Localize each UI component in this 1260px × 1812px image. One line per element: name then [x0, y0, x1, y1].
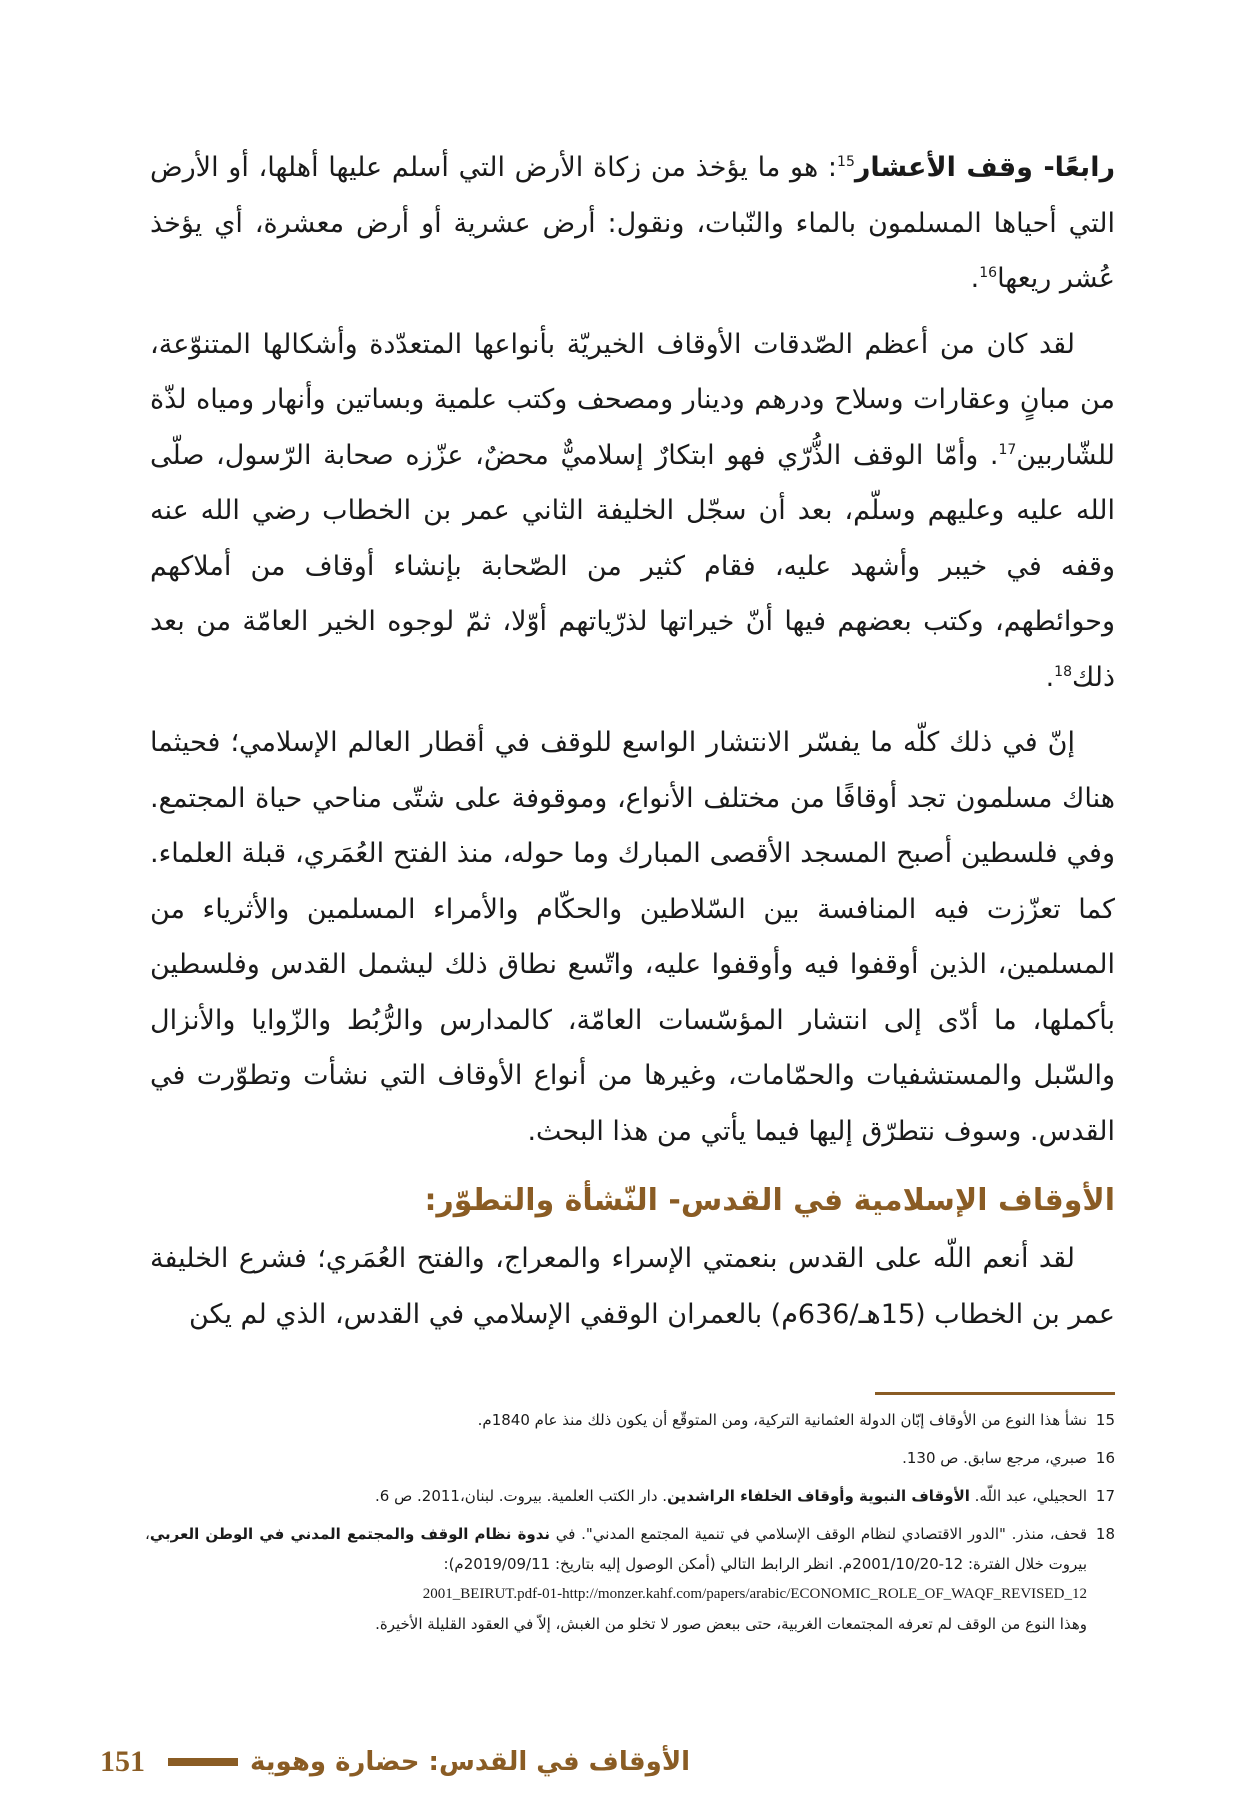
footnote-book-title: الأوقاف النبوية وأوقاف الخلفاء الراشدين — [667, 1487, 970, 1505]
paragraph-end: . — [970, 263, 980, 294]
lead-term: رابعًا- وقف الأعشار — [854, 152, 1115, 183]
footer-bar — [168, 1758, 238, 1766]
footnote-number: 17 — [1095, 1487, 1115, 1505]
paragraph-text: . وأمّا الوقف الذُّرّي فهو ابتكارٌ إسلاميٌّ محضٌ، عزّزه صحابة الرّسول، صلّى الله عليه وعليهم وسلّم، بعد أن سجّل الخليفة الثاني عمر بن الخطاب رضي الله عنه وقفه في خيبر وأشهد عليه، فقام كثير من الصّحابة بإنشاء أوقاف من أملاكهم وحوائطهم، وكتب بعضهم فيها أنّ خيراتها لذرّياتهم أوّلا، ثمّ لوجوه الخير العامّة من بعد ذلك — [150, 439, 1115, 693]
paragraph-text: لقد كان من أعظم الصّدقات الأوقاف الخيريّة بأنواعها المتعدّدة وأشكالها المتنوّعة، من مبانٍ وعقارات وسلاح ودرهم ودينار ومصحف وكتب علمية وبساتين وأنهار ومياه لذّة للشّاربين — [150, 328, 1115, 471]
page-number: 151 — [100, 1745, 145, 1778]
footnote-16 — [145, 1443, 1115, 1473]
footnote-text: نشأ هذا النوع من الأوقاف إبّان الدولة العثمانية التركية، ومن المتوقّع أن يكون ذلك منذ عام 1840م. — [477, 1411, 1087, 1429]
footnote-author: الحجيلي، عبد اللّه. — [969, 1487, 1087, 1505]
running-title: الأوقاف في القدس: حضارة وهوية — [250, 1747, 691, 1777]
paragraph-end: . — [1045, 661, 1055, 693]
footnote-details: ، بيروت خلال الفترة: 12-2001/10/20م. انظر الرابط التالي (أمكن الوصول إليه بتاريخ: 2019/09/11م): — [145, 1525, 1087, 1573]
footnote-15 — [145, 1405, 1115, 1435]
footnote-ref-18[interactable]: 18 — [1054, 663, 1072, 680]
page-body — [150, 140, 1115, 1342]
footnote-divider — [875, 1392, 1115, 1395]
page-footer — [100, 1742, 1115, 1782]
paragraph-jerusalem-blessings: لقد أنعم اللّه على القدس بنعمتي الإسراء والمعراج، والفتح العُمَري؛ فشرع الخليفة عمر بن الخطاب (15هـ/636م) بالعمران الوقفي الإسلامي في القدس، الذي لم يكن — [150, 1243, 1115, 1330]
paragraph-text: : هو ما يؤخذ من زكاة الأرض التي أسلم عليها أهلها، أو الأرض التي أحياها المسلمون بالماء والنّبات، ونقول: أرض عشرية أو أرض معشرة، أي يؤخذ عُشر ريعها — [150, 152, 1115, 294]
footnote-ref-17[interactable]: 17 — [998, 441, 1017, 458]
footnote-author: قحف، منذر. "الدور الاقتصادي لنظام الوقف الإسلامي في تنمية المجتمع المدني". في — [550, 1525, 1087, 1543]
footnote-text — [145, 1519, 1087, 1639]
footnote-ref-15[interactable]: 15 — [837, 154, 855, 170]
section-heading: الأوقاف الإسلامية في القدس- النّشأة والتطوّر: — [424, 1183, 1115, 1218]
footnote-publisher: . دار الكتب العلمية. بيروت. لبنان،2011. ص 6. — [375, 1487, 668, 1505]
footnote-conference-title: ندوة نظام الوقف والمجتمع المدني في الوطن العربي — [149, 1525, 551, 1543]
paragraph-waqf-alashar — [150, 140, 1115, 307]
footnote-ref-16[interactable]: 16 — [979, 265, 998, 281]
footnote-text — [145, 1481, 1087, 1511]
footnote-link[interactable]: 2001_BEIRUT.pdf-01-http://monzer.kahf.com/papers/arabic/ECONOMIC_ROLE_OF_WAQF_REVISED_12 — [422, 1586, 1087, 1602]
footnote-18 — [145, 1519, 1115, 1639]
footnote-extra: وهذا النوع من الوقف لم تعرفه المجتمعات الغربية، حتى ببعض صور لا تخلو من الغبش، إلاّ في العقود القليلة الأخيرة. — [375, 1615, 1087, 1633]
footnote-number: 15 — [1095, 1411, 1115, 1429]
footnote-number: 16 — [1095, 1449, 1115, 1467]
paragraph-charitable-waqf — [150, 317, 1115, 706]
footnotes — [145, 1405, 1115, 1647]
footnote-17 — [145, 1481, 1115, 1511]
paragraph-spread-of-waqf: إنّ في ذلك كلّه ما يفسّر الانتشار الواسع للوقف في أقطار العالم الإسلامي؛ فحيثما هناك مسلمون تجد أوقافًا من مختلف الأنواع، وموقوفة على شتّى مناحي حياة المجتمع. وفي فلسطين أصبح المسجد الأقصى المبارك وما حوله، منذ الفتح العُمَري، قبلة العلماء. كما تعزّزت فيه المنافسة بين السّلاطين والحكّام والأمراء المسلمين والأثرياء من المسلمين، الذين أوقفوا فيه وأوقفوا عليه، واتّسع نطاق ذلك ليشمل القدس وفلسطين بأكملها، ما أدّى إلى انتشار المؤسّسات العامّة، كالمدارس والرُّبُط والزّوايا والأنزال والسّبل والمستشفيات والحمّامات، وغيرها من أنواع الأوقاف التي نشأت وتطوّرت في القدس. وسوف نتطرّق إليها فيما يأتي من هذا البحث. — [150, 727, 1115, 1147]
footnote-text: صبري، مرجع سابق. ص 130. — [902, 1449, 1087, 1467]
footnote-number: 18 — [1095, 1525, 1115, 1543]
